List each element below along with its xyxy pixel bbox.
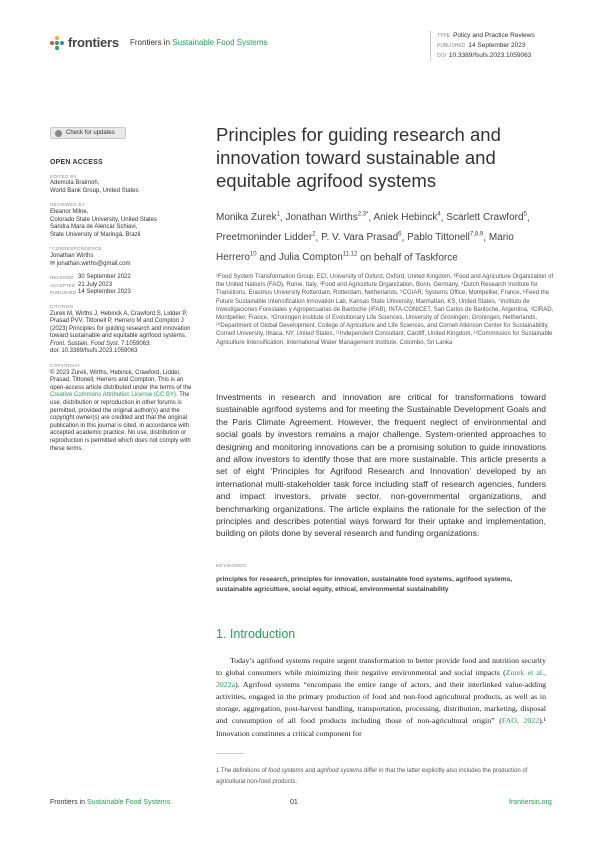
keywords-label: KEYWORDS [216,564,247,569]
journal-title[interactable] [130,38,267,47]
author[interactable]: Pablo Tittonell$^{7,8,9}$ [407,231,484,244]
footer-journal[interactable]: Frontiers in Sustainable Food Systems [50,799,171,806]
citation-journal: Front. Sustain. Food Syst. [50,340,120,347]
check-updates-label: Check for updates [66,130,115,136]
affiliations: ¹Food System Transformation Group, ECI, University of Oxford, Oxford, United Kingdom, ²Food and Agriculture Organization of the United Nations (FAO), Rome, Italy, ³Food and Agriculture Organization, Bonn, Germany, ⁴Dutch Research Institute for Transitions, Erasmus University Rotterdam, Rotterdam, Netherlands, ⁵CGIAR, Systems Office, Montpellier, France, ⁶Feed the Future Sustainable Intensification Innovation Lab, Kansas State University, Manhattan, KS, United States, ⁷Instituto de Investigaciones Forestales y Agropecuarias de Bariloche (IFAB), INTA-CONICET, San Carlos de Bariloche, Argentina, ⁸CIRAD, Montpellier, France, ⁹Groningen Institute of Evolutionary Life Sciences, University of Groningen, Groningen, Netherlands, ¹⁰Department of Global Development, College of Agriculture and Life Sciences, and Cornell Atkinson Center for Sustainability, Cornell University, Ithaca, NY, United States, ¹¹Independent Consultant, Cardiff, United Kingdom, ¹²Commission for Sustainable Agriculture Intensification, International Water Management Institute, Colombo, Sri Lanka [216,274,554,346]
published-value: 14 September 2023 [468,42,526,49]
brand-name: frontiers [68,35,119,50]
received-value: 30 September 2022 [78,274,131,281]
page-number: 01 [290,799,298,806]
correspondence-label: *CORRESPONDENCE [50,246,102,252]
copyright-text-a: © 2023 Zurek, Wirths, Hebinck, Crawford, Lidder, Prasad, Tittonell, Herrero and Compton. This is an open-access article distributed under the terms of the [50,369,192,391]
editor-name: Ademola Braimoh, [50,180,100,187]
reviewer-1-name: Eleanor Milne, [50,208,89,215]
sidebar-published-value: 14 September 2023 [78,289,131,296]
reviewer-1-affiliation: Colorado State University, United States [50,216,157,223]
citation-volume: 7:1059063. [121,340,152,347]
author[interactable]: P. V. Vara Prasad$^6$ [321,231,402,244]
citation [50,311,200,357]
author[interactable]: Preetmoninder Lidder$^2$ [216,231,316,244]
authors-and: and [259,251,277,263]
frontiers-logo-icon [50,36,64,50]
reviewed-by-label: REVIEWED BY [50,202,86,208]
type-label: TYPE [437,33,451,39]
check-updates-icon [55,130,62,137]
footnote-divider [216,753,244,754]
copyright [50,370,200,454]
footer-site-link[interactable]: frontiersin.org [509,799,552,806]
article-meta [430,31,535,61]
accepted-label: ACCEPTED [50,282,76,288]
author[interactable]: Jonathan Wirths$^{2,3*}$ [285,212,369,224]
journal-name: Sustainable Food Systems [172,38,268,47]
keywords: principles for research, principles for innovation, sustainable food systems, agrifood systems, sustainable agriculture, social equity, ethical, environmental sustainability [216,576,513,593]
authors-tail: on behalf of Taskforce [360,251,458,263]
sidebar [50,159,200,453]
citation-doi[interactable]: doi: 10.3389/fsufs.2023.1059063 [50,348,138,355]
citation-label: CITATION [50,303,74,309]
author[interactable]: Scarlett Crawford$^5$ [446,212,527,224]
author[interactable]: Mario Herrero$^{10}$ [216,232,514,263]
citation-link[interactable]: FAO, 2022 [501,716,540,726]
type-value: Policy and Practice Reviews [453,32,535,39]
open-access-label: OPEN ACCESS [50,159,103,166]
check-for-updates-button[interactable] [50,127,126,139]
reviewer-2-affiliation: State University of Maringá, Brazil [50,231,141,238]
author-list: Monika Zurek$^1$, Jonathan Wirths$^{2,3*}$, Aniek Hebinck$^4$, Scarlett Crawford$^5$, Preetmoninder Lidder$^2$, P. V. Vara Prasad$^6$, Pablo Tittonell$^{7,8,9}$, Mario Herrero$^{10}$ and Julia Compton$^{11,12}$ on behalf of Taskforce [216,212,530,263]
license-link[interactable]: Creative Commons Attribution License (CC BY) [50,392,177,399]
copyright-label: COPYRIGHT [50,363,81,369]
author[interactable]: Julia Compton$^{11,12}$ [278,251,358,263]
correspondence-name: Jonathan Wirths [50,252,94,259]
citation-link[interactable]: Zurek et al., 2022a [216,668,547,690]
editor-affiliation: World Bank Group, United States [50,187,139,194]
edited-by-label: EDITED BY [50,173,77,179]
received-label: RECEIVED [50,275,74,281]
author[interactable]: Aniek Hebinck$^4$ [373,212,441,224]
abstract: Investments in research and innovation are critical for transformations toward sustainable agrifood systems and for meeting the Sustainable Development Goals and the Paris Climate Agreement. However, the frequent neglect of environmental and social goals by investors remains a major challenge. System-oriented approaches to designing and monitoring innovations can be a promising solution to guide innovations and allow investors to identify those that are more sustainable. This article presents a set of eight ‘Principles for Agrifood Research and Innovation’ developed by an international multi-stakeholder task force including staff of research agencies, funders and impact investors, private sector, non-governmental organizations, and benchmarking organizations. The article explains the rationale for the selection of the principles and describes potential ways forward for their uptake and implementation, building on pilots done by several research and funding organizations. [216,392,546,539]
section-heading-introduction: 1. Introduction [216,627,296,641]
doi-label: DOI [437,53,446,59]
author[interactable]: Monika Zurek$^1$ [216,212,280,224]
doi-value[interactable]: 10.3389/fsufs.2023.1059063 [448,52,532,59]
footnote: 1 The definitions of food systems and agrifood systems differ in that the latter explicitly also includes the production of agricultural non-food products. [216,768,528,785]
introduction-paragraph: Today’s agrifood systems require urgent transformation to better provide food and nutrition security to global consumers while minimizing their negative environmental and social impacts (Zurek et al., 2022a). Agrifood systems “encompass the entire range of actors, and their interlinked value-adding activities, engaged in the primary production of food and non-food agricultural products, as well as in storage, aggregation, post-harvest handling, transportation, processing, distribution, marketing, disposal and consumption of all food products including those of non-agricultural origin” (FAO, 2022).¹ Innovation constitutes a critical component for [216,656,547,738]
correspondence-email[interactable]: ✉ jonathan.wirths@gmail.com [50,260,131,267]
published-label: PUBLISHED [437,43,466,49]
accepted-value: 21 July 2023 [78,281,113,288]
sidebar-published-label: PUBLISHED [50,290,77,296]
journal-prefix: Frontiers in [130,38,171,47]
reviewer-2-name: Sandra Mara de Alencar Schiavi, [50,224,138,231]
frontiers-logo[interactable] [50,35,119,50]
copyright-text-b: . The use, distribution or reproduction in other forums is permitted, provided the original author(s) and the copyright owner(s) are credited and that the original publication in this journal is cited, in accordance with accepted academic practice. No use, distribution or reproduction is permitted which does not comply with these terms. [50,392,191,452]
citation-text: Zurek M, Wirths J, Hebinck A, Crawford S, Lidder P, Prasad PVV, Tittonell P, Herrero M and Compton J (2023) Principles for guiding research and innovation toward sustainable and equitable agrifood systems. [50,310,191,340]
article-title: Principles for guiding research and innovation toward sustainable and equitable agrifood systems [216,124,501,191]
